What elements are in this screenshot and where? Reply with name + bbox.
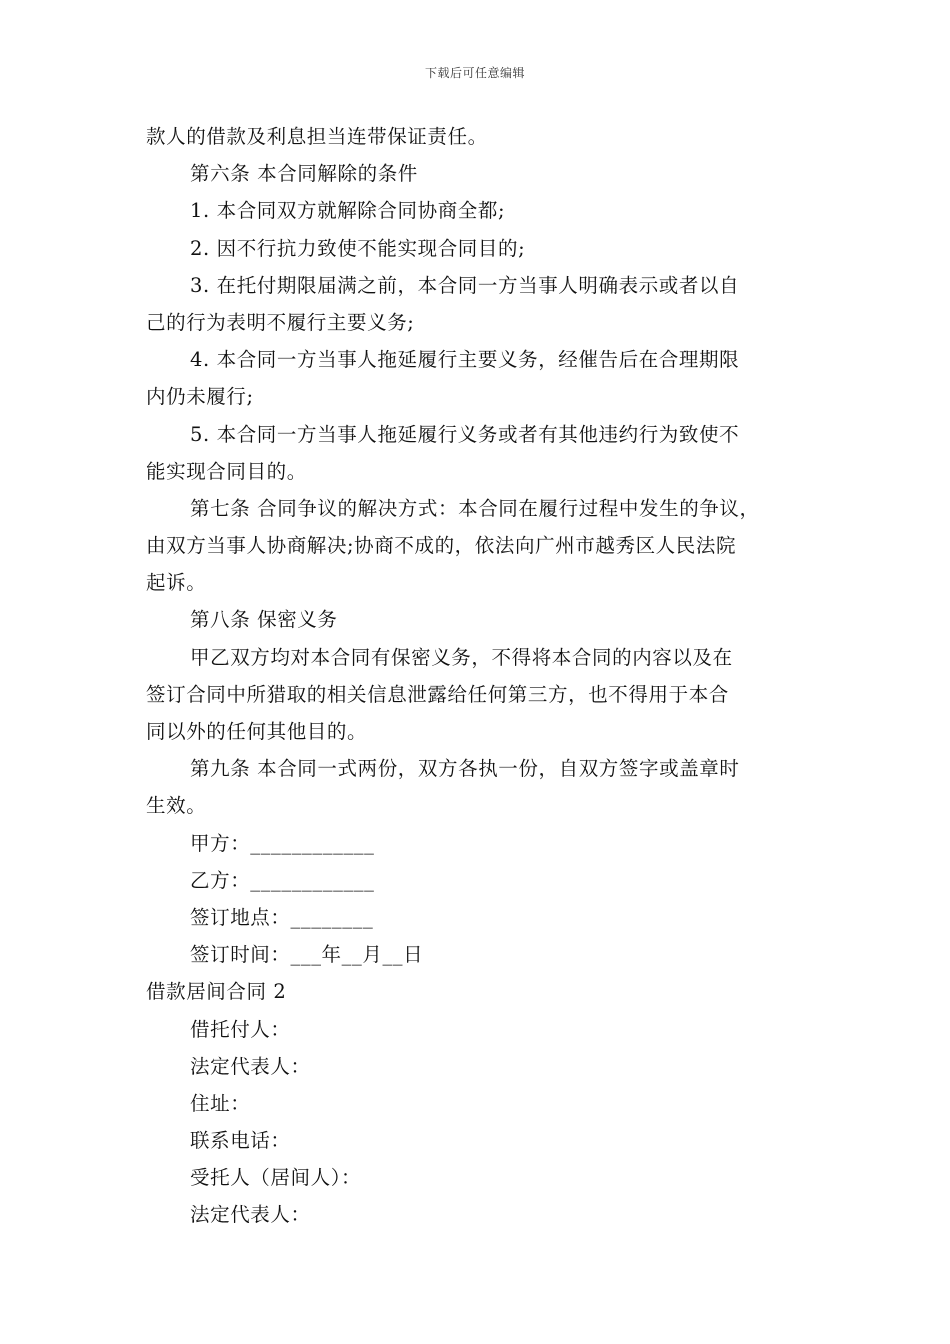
text-line: 甲乙双方均对本合同有保密义务，不得将本合同的内容以及在 (190, 645, 733, 669)
text-line: 乙方：____________ (190, 868, 375, 892)
text-line: 款人的借款及利息担当连带保证责任。 (146, 125, 488, 148)
text-line: 签订地点：________ (190, 905, 374, 929)
text-line: 借托付人： (190, 1017, 291, 1041)
text-line: 法定代表人： (190, 1054, 311, 1078)
text-line: 受托人（居间人）： (190, 1166, 362, 1190)
text-line: 借款居间合同 2 (146, 980, 287, 1004)
text-line: 内仍未履行; (146, 385, 254, 409)
text-line: 签订时间：___年__月__日 (190, 943, 424, 967)
text-line: 联系电话： (190, 1129, 291, 1153)
text-line: 住址： (190, 1091, 251, 1115)
text-line: 生效。 (146, 794, 207, 818)
text-line: 签订合同中所猎取的相关信息泄露给任何第三方，也不得用于本合 (146, 682, 729, 706)
page-header: 下载后可任意编辑 (424, 66, 525, 80)
text-line: 第七条 合同争议的解决方式：本合同在履行过程中发生的争议， (190, 496, 760, 520)
text-line: 能实现合同目的。 (146, 459, 307, 483)
text-line: 第九条 本合同一式两份，双方各执一份，自双方签字或盖章时 (190, 757, 740, 781)
text-line: 第八条 保密义务 (190, 608, 338, 632)
text-line: 甲方：____________ (190, 831, 375, 855)
text-line: 同以外的任何其他目的。 (146, 720, 368, 743)
text-line: 3. 在托付期限届满之前，本合同一方当事人明确表示或者以自 (190, 273, 740, 297)
text-line: 2. 因不行抗力致使不能实现合同目的; (190, 236, 526, 260)
text-line: 己的行为表明不履行主要义务; (146, 310, 415, 334)
text-line: 4. 本合同一方当事人拖延履行主要义务，经催告后在合理期限 (190, 348, 740, 372)
text-line: 法定代表人： (190, 1203, 311, 1227)
text-line: 起诉。 (146, 571, 207, 595)
text-line: 5. 本合同一方当事人拖延履行义务或者有其他违约行为致使不 (190, 422, 740, 446)
text-line: 第六条 本合同解除的条件 (190, 162, 418, 186)
text-line: 1. 本合同双方就解除合同协商全都; (190, 199, 506, 223)
document-body (146, 118, 814, 1234)
text-line: 由双方当事人协商解决;协商不成的，依法向广州市越秀区人民法院 (146, 534, 737, 558)
